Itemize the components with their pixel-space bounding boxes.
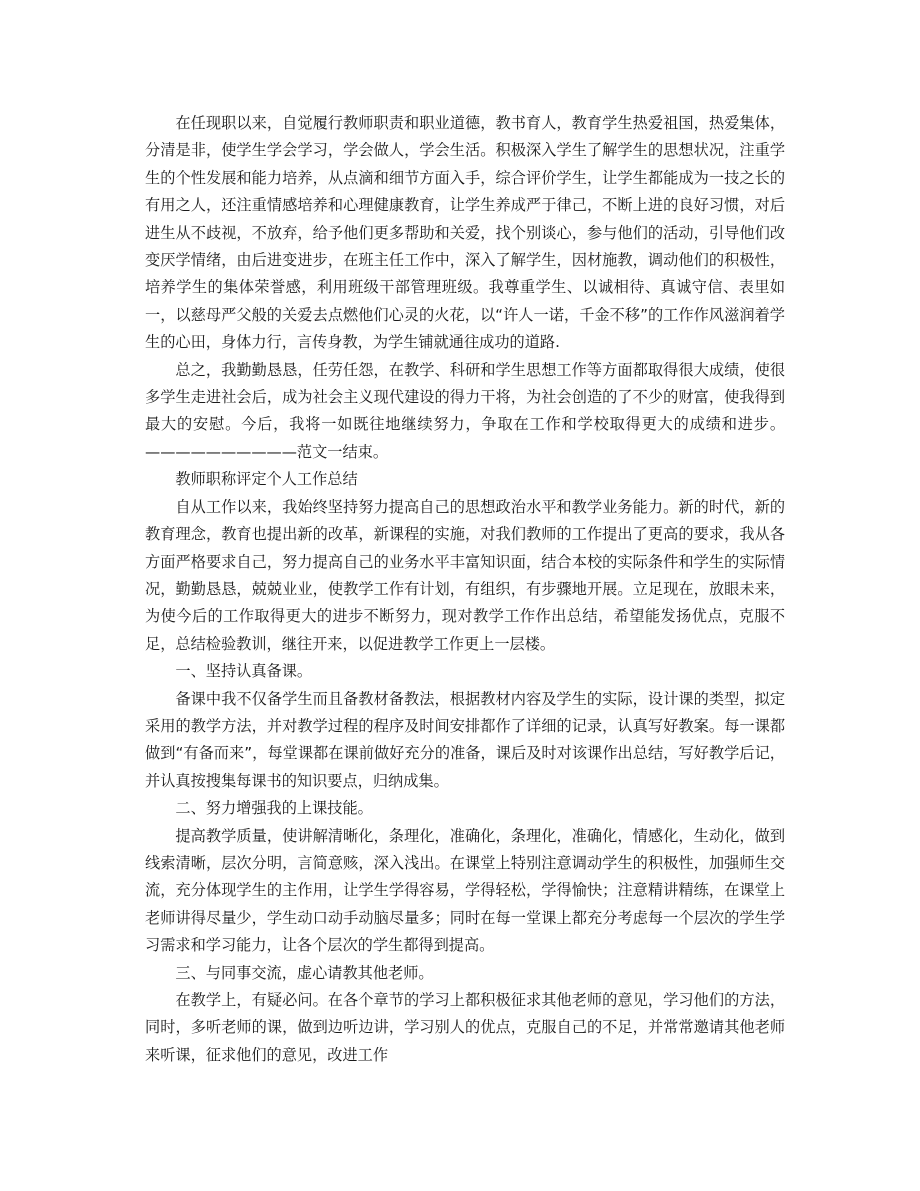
paragraph-lesson-preparation: 备课中我不仅备学生而且备教材备教法，根据教材内容及学生的实际，设计课的类型，拟定采用的教学方法，并对教学过程的程序及时间安排都作了详细的记录，认真写好教案。每一课都做到“有备而来”，每堂课都在课前做好充分的准备，课后及时对该课作出总结，写好教学后记，并认真按搜集每课书的知识要点，归纳成集。 xyxy=(145,689,785,790)
heading-colleague-exchange: 三、与同事交流，虚心请教其他老师。 xyxy=(175,963,434,982)
paragraph-teaching-skills: 提高教学质量，使讲解清晰化，条理化，准确化，条理化，准确化，情感化，生动化，做到线索清晰，层次分明，言简意赅，深入浅出。在课堂上特别注意调动学生的积极性，加强师生交流，充分体现学生的主作用，让学生学得容易，学得轻松，学得愉快；注意精讲精练，在课堂上老师讲得尽量少，学生动口动手动脑尽量多；同时在每一堂课上都充分考虑每一个层次的学生学习需求和学习能力，让各个层次的学生都得到提高。 xyxy=(145,826,785,955)
heading-lesson-preparation: 一、坚持认真备课。 xyxy=(175,662,313,681)
heading-teaching-skills: 二、努力增强我的上课技能。 xyxy=(175,799,373,818)
paragraph-colleague-exchange: 在教学上，有疑必问。在各个章节的学习上都积极征求其他老师的意见，学习他们的方法，同时，多听老师的课，做到边听边讲，学习别人的优点，克服自己的不足，并常常邀请其他老师来听课，征求他们的意见，改进工作 xyxy=(145,991,785,1064)
document-body xyxy=(145,110,785,1069)
paragraph-service-record: 在任现职以来，自觉履行教师职责和职业道德，教书育人，教育学生热爱祖国，热爱集体，分清是非，使学生学会学习，学会做人，学会生活。积极深入学生了解学生的思想状况，注重学生的个性发展和能力培养，从点滴和细节方面入手，综合评价学生，让学生都能成为一技之长的有用之人，还注重情感培养和心理健康教育，让学生养成严于律己，不断上进的良好习惯，对后进生从不歧视，不放弃，给予他们更多帮助和关爱，找个别谈心，参与他们的活动，引导他们改变厌学情绪，由后进变进步，在班主任工作中，深入了解学生，因材施教，调动他们的积极性，培养学生的集体荣誉感，利用班级干部管理班级。我尊重学生、以诚相待、真诚守信、表里如一，以慈母严父般的关爱去点燃他们心灵的火花，以“许人一诺，千金不移”的工作作风滋润着学生的心田，身体力行，言传身教，为学生铺就通往成功的道路. xyxy=(145,114,785,352)
paragraph-introduction: 自从工作以来，我始终坚持努力提高自己的思想政治水平和教学业务能力。新的时代，新的教育理念，教育也提出新的改革，新课程的实施，对我们教师的工作提出了更高的要求，我从各方面严格要求自己，努力提高自己的业务水平丰富知识面，结合本校的实际条件和学生的实际情况，勤勤恳恳，兢兢业业，使教学工作有计划，有组织，有步骤地开展。立足现在，放眼未来，为使今后的工作取得更大的进步不断努力，现对教学工作作出总结，希望能发扬优点，克服不足，总结检验教训，继往开来，以促进教学工作更上一层楼。 xyxy=(145,497,785,653)
paragraph-summary: 总之，我勤勤恳恳，任劳任怨，在教学、科研和学生思想工作等方面都取得很大成绩，使很多学生走进社会后，成为社会主义现代建设的得力干将，为社会创造的了不少的财富，使我得到最大的安慰。今后，我将一如既往地继续努力，争取在工作和学校取得更大的成绩和进步。 ——————————范文一结束。 xyxy=(145,360,785,461)
section-title: 教师职称评定个人工作总结 xyxy=(175,470,358,489)
